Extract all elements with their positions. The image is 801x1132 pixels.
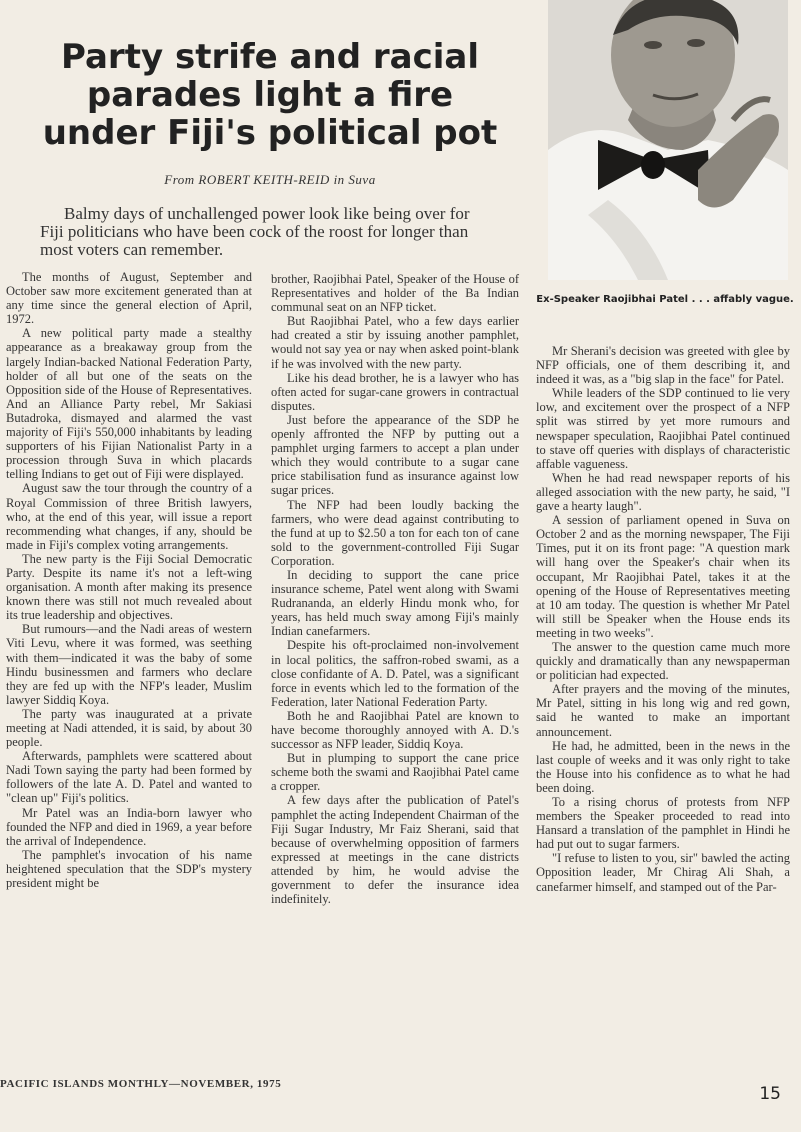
- paragraph: brother, Raojibhai Patel, Speaker of the House of Representatives and holder of the Ba Indian communal seat on an NFP ticket.: [271, 272, 519, 315]
- paragraph: A session of parliament opened in Suva on October 2 and as the morning newspaper, The Fiji Times, put it on its front page: "A question mark will hang over the Speaker's chair when its occupant, Mr Raojibhai Patel, takes it at the opening of the House of Representatives meeting at 10 am today. The question is whether Mr Patel will still be Speaker when the House ends its meeting in two weeks".: [536, 513, 790, 640]
- intro-paragraph: [40, 205, 522, 259]
- paragraph: Despite his oft-proclaimed non-involvement in local politics, the saffron-robed swami, as a close confidante of A. D. Patel, was a significant force in events which led to the formation of the Federation, later National Federation Party.: [271, 638, 519, 709]
- headline-line-2: parades light a fire: [86, 75, 454, 115]
- paragraph: Mr Patel was an India-born lawyer who founded the NFP and died in 1969, a year before the arrival of Independence.: [6, 805, 252, 848]
- paragraph: After prayers and the moving of the minutes, Mr Patel, sitting in his long wig and red gown, said he wanted to make an important announcement.: [536, 682, 790, 739]
- paragraph: August saw the tour through the country of a Royal Commission of three British lawyers, who, at the end of this year, will issue a report recommending what changes, if any, should be made in Fiji's complex voting arrangements.: [6, 481, 252, 552]
- paragraph: To a rising chorus of protests from NFP members the Speaker proceeded to read into Hansard a translation of the pamphlet in Hindi he had put out to sugar farmers.: [536, 795, 790, 852]
- paragraph: A few days after the publication of Patel's pamphlet the acting Independent Chairman of the Fiji Sugar Industry, Mr Faiz Sherani, said that because of overwhelming opposition of farmers expressed at meetings in the cane districts attended by him, he would advise the government to defer the insurance idea indefinitely.: [271, 793, 519, 907]
- article-column-1: [6, 270, 252, 890]
- paragraph: The months of August, September and October saw more excitement generated than at any time since the general election of April, 1972.: [6, 270, 252, 327]
- intro-line-1: Balmy days of unchallenged power look like being over for: [64, 204, 470, 223]
- paragraph: He had, he admitted, been in the news in the last couple of weeks and it was only right to take the House into his confidence as to what he had been doing.: [536, 738, 790, 795]
- headline: [40, 38, 500, 152]
- article-column-3: [536, 344, 790, 894]
- paragraph: The pamphlet's invocation of his name heightened speculation that the SDP's mystery president might be: [6, 847, 252, 891]
- paragraph: But Raojibhai Patel, who a few days earlier had created a stir by issuing another pamphlet, would not say yea or nay when asked point-blank if he was involved with the new party.: [271, 314, 519, 371]
- headline-line-1: Party strife and racial: [60, 37, 479, 77]
- paragraph: Mr Sherani's decision was greeted with glee by NFP officials, one of them describing it, and indeed it was, as a "big slap in the face" for Patel.: [536, 344, 790, 387]
- paragraph: When he had read newspaper reports of his alleged association with the new party, he said, "I gave a hearty laugh".: [536, 470, 790, 514]
- paragraph: "I refuse to listen to you, sir" bawled the acting Opposition leader, Mr Chirag Ali Shah, a canefarmer himself, and stamped out of the Par-: [536, 851, 790, 894]
- paragraph: In deciding to support the cane price insurance scheme, Patel went along with Swami Rudrananda, an elderly Hindu monk who, for years, has held much sway among Fiji's mainly Indian canefarmers.: [271, 567, 519, 639]
- paragraph: Afterwards, pamphlets were scattered about Nadi Town saying the party had been formed by followers of the late A. D. Patel and wanted to "clean up" Fiji's politics.: [6, 749, 252, 806]
- paragraph: A new political party made a stealthy appearance as a breakaway group from the largely Indian-backed National Federation Party, holder of all but one of the seats on the Opposition side of the House of Representatives. And an Alliance Party rebel, Mr Sakiasi Butadroka, dismayed and alarmed the vast majority of Fiji's 550,000 inhabitants by leading supporters of his Fijian Nationalist Party in a procession through Suva in which placards telling Indians to get out of Fiji were displayed.: [6, 326, 252, 482]
- byline: From ROBERT KEITH-REID in Suva: [164, 172, 376, 187]
- page-number: 15: [759, 1084, 781, 1104]
- paragraph: While leaders of the SDP continued to lie very low, and excitement over the prospect of a NFP split was stirred by yet more rumours and newspaper speculation, Raojibhai Patel continued to stave off queries with displays of characteristic affable vagueness.: [536, 386, 790, 471]
- photo-caption: Ex-Speaker Raojibhai Patel . . . affably vague.: [536, 294, 794, 305]
- paragraph: Like his dead brother, he is a lawyer who has often acted for sugar-cane growers in contractual disputes.: [271, 370, 519, 413]
- paragraph: The new party is the Fiji Social Democratic Party. Despite its name it's not a left-wing organisation. A month after making its presence known there was still not much revealed about its true leadership and objectives.: [6, 551, 252, 623]
- article-column-2: [271, 272, 519, 906]
- paragraph: Just before the appearance of the SDP he openly affronted the NFP by putting out a pamphlet urging farmers to accept a plan under which they would contribute to a sugar cane price stabilisation fund as insurance against low sugar prices.: [271, 412, 519, 498]
- intro-line-3: most voters can remember.: [40, 240, 224, 259]
- portrait-photo-graphic: [548, 0, 788, 280]
- paragraph: The party was inaugurated at a private meeting at Nadi attended, it is said, by about 30 people.: [6, 706, 252, 750]
- paragraph: The answer to the question came much more quickly and dramatically than any newspaperman or politician had expected.: [536, 639, 790, 683]
- publication-footer: PACIFIC ISLANDS MONTHLY—NOVEMBER, 1975: [0, 1078, 282, 1090]
- paragraph: But rumours—and the Nadi areas of western Viti Levu, where it was formed, was seething with them—indicated it was the baby of some Hindu businessmen and farmers who declare they are fed up with the NFP's leader, Muslim lawyer Siddiq Koya.: [6, 622, 252, 707]
- intro-line-2: Fiji politicians who have been cock of the roost for longer than: [40, 222, 469, 241]
- paragraph: Both he and Raojibhai Patel are known to have become thoroughly annoyed with A. D.'s successor as NFP leader, Siddiq Koya.: [271, 708, 519, 752]
- headline-line-3: under Fiji's political pot: [42, 113, 498, 153]
- paragraph: But in plumping to support the cane price scheme both the swami and Raojibhai Patel came a cropper.: [271, 751, 519, 794]
- paragraph: The NFP had been loudly backing the farmers, who were dead against contributing to the fund at up to $2.50 a ton for each ton of cane sold to the government-controlled Fiji Sugar Corporation.: [271, 497, 519, 568]
- portrait-photo: [548, 0, 788, 280]
